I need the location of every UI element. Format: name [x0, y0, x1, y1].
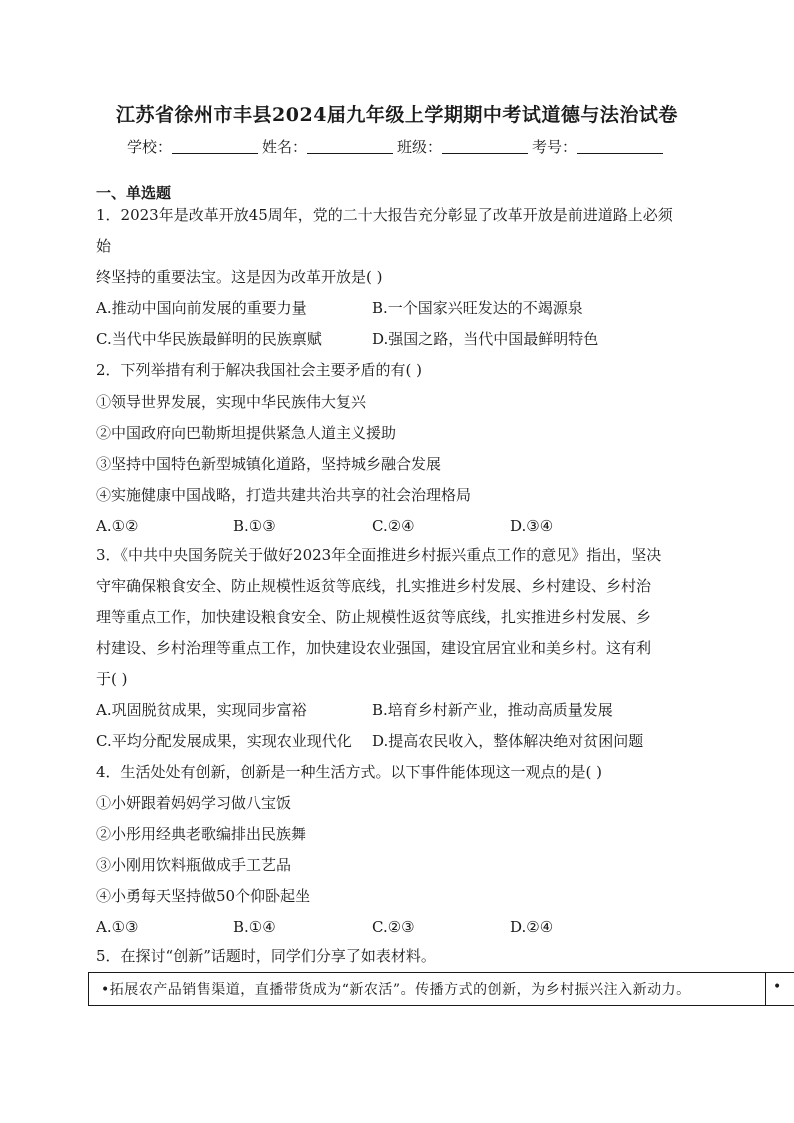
q2-statement-4: ④实施健康中国战略，打造共建共治共享的社会治理格局: [96, 486, 472, 504]
q3-stem-line1: 3．《中共中央国务院关于做好2023年全面推进乡村振兴重点工作的意见》指出，坚决: [96, 546, 662, 564]
q3-stem-line5: 于( ): [96, 670, 128, 688]
q2-statement-2: ②中国政府向巴勒斯坦提供紧急人道主义援助: [96, 424, 397, 442]
class-blank[interactable]: [442, 139, 528, 154]
q1-stem-line2: 始: [96, 237, 112, 255]
q1-option-a[interactable]: A.推动中国向前发展的重要力量: [96, 299, 307, 317]
table-divider: [765, 973, 766, 1006]
q2-option-d[interactable]: D.③④: [510, 517, 554, 535]
page-title: 江苏省徐州市丰县2024届九年级上学期期中考试道德与法治试卷: [116, 104, 678, 126]
q1-option-b[interactable]: B.一个国家兴旺发达的不竭源泉: [372, 299, 583, 317]
q1-stem-line1: 1．2023年是改革开放45周年，党的二十大报告充分彰显了改革开放是前进道路上必须: [96, 206, 673, 224]
q1-option-c[interactable]: C.当代中华民族最鲜明的民族禀赋: [96, 330, 322, 348]
section-heading: 一、单选题: [96, 184, 172, 202]
q1-option-d[interactable]: D.强国之路，当代中国最鲜明特色: [372, 330, 599, 348]
q5-material-table: [88, 972, 794, 1006]
q3-stem-line4: 村建设、乡村治理等重点工作，加快建设农业强国，建设宜居宜业和美乡村。这有利: [96, 639, 652, 657]
q3-stem-line2: 守牢确保粮食安全、防止规模性返贫等底线，扎实推进乡村发展、乡村建设、乡村治: [96, 577, 652, 595]
q2-statement-3: ③坚持中国特色新型城镇化道路，坚持城乡融合发展: [96, 455, 442, 473]
q3-option-b[interactable]: B.培育乡村新产业，推动高质量发展: [372, 701, 613, 719]
q4-stem: 4．生活处处有创新，创新是一种生活方式。以下事件能体现这一观点的是( ): [96, 763, 603, 781]
q3-stem-line3: 理等重点工作，加快建设粮食安全、防止规模性返贫等底线，扎实推进乡村发展、乡: [96, 608, 652, 626]
q3-option-c[interactable]: C.平均分配发展成果，实现农业现代化: [96, 732, 352, 750]
name-label: 姓名：: [261, 138, 307, 156]
name-blank[interactable]: [307, 139, 393, 154]
q2-option-b[interactable]: B.①③: [233, 517, 276, 535]
q2-option-c[interactable]: C.②④: [372, 517, 415, 535]
q4-option-a[interactable]: A.①③: [96, 918, 139, 936]
q4-option-d[interactable]: D.②④: [510, 918, 554, 936]
q4-statement-1: ①小妍跟着妈妈学习做八宝饭: [96, 794, 292, 812]
q4-statement-4: ④小勇每天坚持做50个仰卧起坐: [96, 887, 311, 905]
school-blank[interactable]: [172, 139, 258, 154]
student-info-line: [0, 136, 794, 157]
q5-material-cell-1: •拓展农产品销售渠道，直播带货成为“新农活”。传播方式的创新，为乡村振兴注入新动力。: [101, 982, 691, 998]
q3-option-a[interactable]: A.巩固脱贫成果，实现同步富裕: [96, 701, 307, 719]
q4-statement-3: ③小刚用饮料瓶做成手工艺品: [96, 856, 292, 874]
class-label: 班级：: [397, 138, 443, 156]
school-label: 学校：: [126, 138, 172, 156]
q2-statement-1: ①领导世界发展，实现中华民族伟大复兴: [96, 393, 367, 411]
q5-stem: 5．在探讨“创新”话题时，同学们分享了如表材料。: [96, 947, 436, 965]
q5-material-cell-2: •: [773, 979, 782, 995]
q2-stem: 2．下列举措有利于解决我国社会主要矛盾的有( ): [96, 361, 423, 379]
q1-stem-line3: 终坚持的重要法宝。这是因为改革开放是( ): [96, 268, 383, 286]
q4-option-b[interactable]: B.①④: [233, 918, 276, 936]
q4-option-c[interactable]: C.②③: [372, 918, 415, 936]
q4-statement-2: ②小彤用经典老歌编排出民族舞: [96, 825, 307, 843]
q3-option-d[interactable]: D.提高农民收入，整体解决绝对贫困问题: [372, 732, 644, 750]
number-blank[interactable]: [577, 139, 663, 154]
q2-option-a[interactable]: A.①②: [96, 517, 139, 535]
number-label: 考号：: [532, 138, 578, 156]
